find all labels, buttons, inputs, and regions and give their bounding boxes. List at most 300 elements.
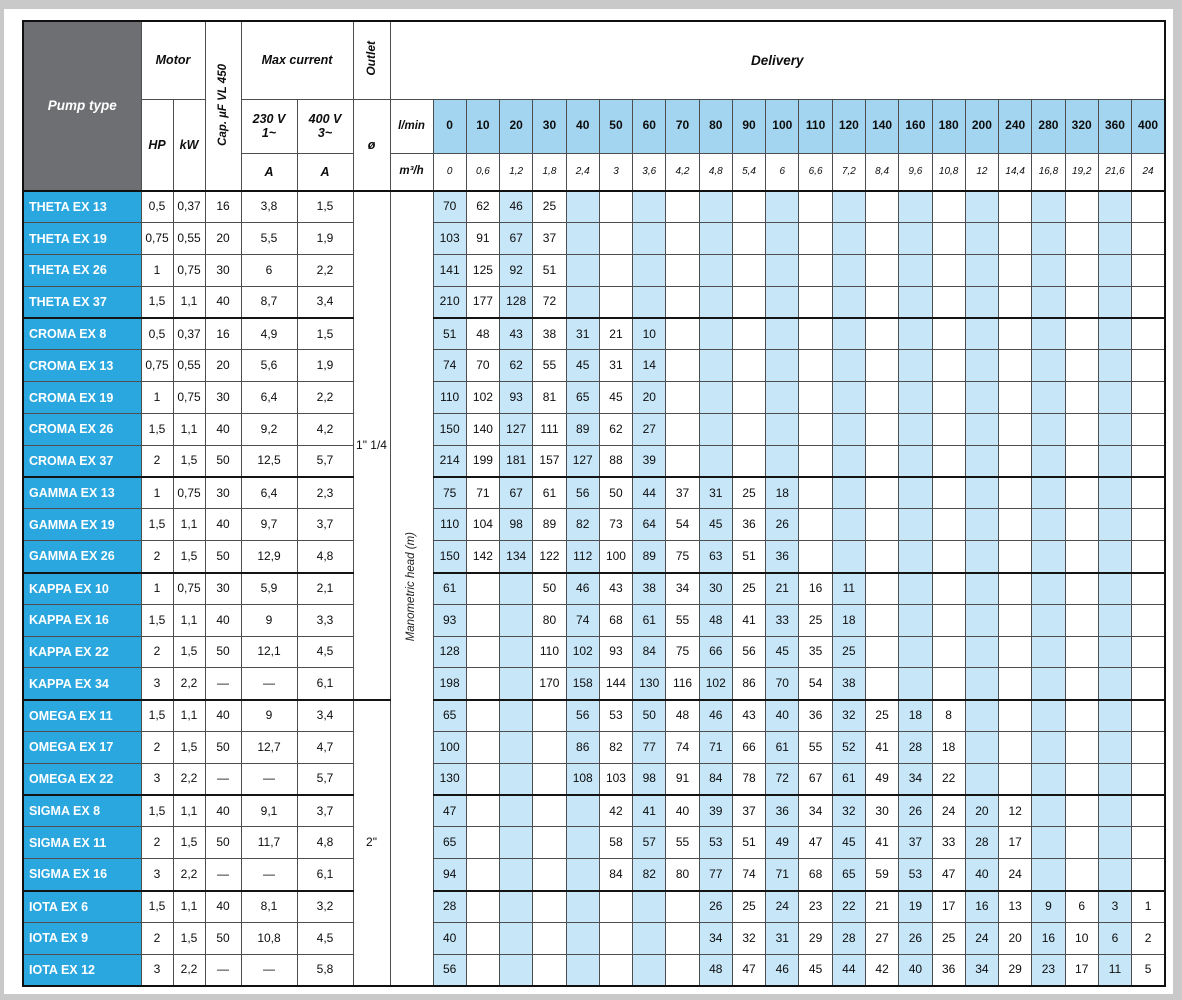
head-value-cell: 46 (500, 191, 533, 223)
head-value-cell (1132, 477, 1165, 509)
head-value-cell: 71 (466, 477, 499, 509)
delivery-m3h-4: 2,4 (566, 153, 599, 191)
head-value-cell: 110 (433, 509, 466, 541)
head-value-cell (566, 255, 599, 287)
head-value-cell: 41 (732, 604, 765, 636)
head-value-cell: 102 (699, 668, 732, 700)
delivery-m3h-16: 12 (965, 153, 998, 191)
head-value-cell (932, 573, 965, 605)
head-value-cell (932, 477, 965, 509)
head-value-cell (1098, 827, 1131, 859)
head-value-cell (1032, 286, 1065, 318)
head-value-cell: 51 (433, 318, 466, 350)
head-value-cell: 19 (899, 891, 932, 923)
head-value-cell (666, 922, 699, 954)
kw-value-cell: 0,37 (173, 318, 205, 350)
head-value-cell: 62 (466, 191, 499, 223)
head-value-cell (965, 191, 998, 223)
head-value-cell (1032, 573, 1065, 605)
head-value-cell: 71 (699, 732, 732, 764)
head-value-cell (899, 191, 932, 223)
capacitor-value-cell: — (205, 954, 241, 986)
head-value-cell: 16 (965, 891, 998, 923)
head-value-cell: 82 (633, 859, 666, 891)
head-value-cell (1132, 636, 1165, 668)
head-value-cell: 24 (766, 891, 799, 923)
head-value-cell (666, 445, 699, 477)
head-value-cell: 37 (732, 795, 765, 827)
hp-value-cell: 0,5 (141, 318, 173, 350)
head-value-cell: 45 (599, 382, 632, 414)
capacitor-value-cell: 20 (205, 223, 241, 255)
capacitor-value-cell: — (205, 763, 241, 795)
head-value-cell (1065, 191, 1098, 223)
head-value-cell: 53 (599, 700, 632, 732)
current-230v-cell: 8,7 (241, 286, 297, 318)
head-value-cell: 3 (1098, 891, 1131, 923)
hp-value-cell: 3 (141, 954, 173, 986)
head-value-cell: 50 (533, 573, 566, 605)
pump-row-theta-ex-37 (23, 286, 1165, 318)
pump-name-cell: THETA EX 37 (23, 286, 141, 318)
head-value-cell: 22 (832, 891, 865, 923)
head-value-cell (999, 223, 1032, 255)
head-value-cell (1065, 573, 1098, 605)
table-header (23, 21, 1165, 191)
capacitor-value-cell: 40 (205, 795, 241, 827)
head-value-cell (1065, 318, 1098, 350)
head-value-cell: 65 (433, 700, 466, 732)
head-value-cell: 40 (433, 922, 466, 954)
head-value-cell (1098, 668, 1131, 700)
head-value-cell (1098, 414, 1131, 446)
head-value-cell (533, 891, 566, 923)
head-value-cell (965, 414, 998, 446)
delivery-lmin-40: 40 (566, 99, 599, 153)
hp-value-cell: 2 (141, 732, 173, 764)
phase-1-label: 1~ (261, 126, 277, 140)
head-value-cell (1098, 382, 1131, 414)
current-230v-cell: — (241, 859, 297, 891)
capacitor-value-cell: 20 (205, 350, 241, 382)
delivery-lmin-160: 160 (899, 99, 932, 153)
head-value-cell (699, 382, 732, 414)
head-value-cell (1065, 414, 1098, 446)
header-row-1 (23, 21, 1165, 99)
head-value-cell (766, 350, 799, 382)
head-value-cell (566, 954, 599, 986)
head-value-cell: 46 (766, 954, 799, 986)
head-value-cell (1032, 223, 1065, 255)
current-400v-cell: 1,9 (297, 223, 353, 255)
head-value-cell: 91 (666, 763, 699, 795)
capacitor-value-cell: — (205, 668, 241, 700)
head-value-cell: 75 (666, 636, 699, 668)
pump-row-croma-ex-37 (23, 445, 1165, 477)
head-value-cell (566, 223, 599, 255)
head-value-cell: 199 (466, 445, 499, 477)
delivery-lmin-110: 110 (799, 99, 832, 153)
hp-value-cell: 0,5 (141, 191, 173, 223)
current-400v-cell: 4,2 (297, 414, 353, 446)
head-value-cell: 72 (766, 763, 799, 795)
head-value-cell (799, 191, 832, 223)
head-value-cell (1065, 827, 1098, 859)
head-value-cell (1098, 700, 1131, 732)
head-value-cell (932, 350, 965, 382)
head-value-cell: 51 (533, 255, 566, 287)
head-value-cell (1132, 286, 1165, 318)
current-400v-cell: 3,4 (297, 700, 353, 732)
pump-name-cell: SIGMA EX 16 (23, 859, 141, 891)
head-value-cell (799, 541, 832, 573)
head-value-cell: 20 (965, 795, 998, 827)
head-value-cell: 62 (599, 414, 632, 446)
head-value-cell (865, 350, 898, 382)
head-value-cell: 66 (732, 732, 765, 764)
head-value-cell: 77 (699, 859, 732, 891)
head-value-cell (1032, 827, 1065, 859)
hp-value-cell: 3 (141, 859, 173, 891)
pump-name-cell: GAMMA EX 26 (23, 541, 141, 573)
head-value-cell (1032, 732, 1065, 764)
head-value-cell: 102 (566, 636, 599, 668)
head-value-cell (466, 827, 499, 859)
head-value-cell (999, 509, 1032, 541)
head-value-cell: 128 (433, 636, 466, 668)
pump-name-cell: IOTA EX 12 (23, 954, 141, 986)
head-value-cell (965, 636, 998, 668)
head-value-cell (1132, 191, 1165, 223)
head-value-cell (566, 827, 599, 859)
head-value-cell (999, 541, 1032, 573)
hp-value-cell: 2 (141, 445, 173, 477)
head-value-cell (799, 477, 832, 509)
head-value-cell (1098, 286, 1131, 318)
capacitor-value-cell: 40 (205, 414, 241, 446)
outlet-header-text: Outlet (363, 41, 378, 77)
delivery-lmin-140: 140 (865, 99, 898, 153)
kw-value-cell: 1,5 (173, 636, 205, 668)
head-value-cell (699, 445, 732, 477)
head-value-cell: 150 (433, 541, 466, 573)
head-value-cell (799, 350, 832, 382)
head-value-cell (466, 922, 499, 954)
head-value-cell: 94 (433, 859, 466, 891)
head-value-cell (633, 954, 666, 986)
head-value-cell (999, 350, 1032, 382)
kw-value-cell: 2,2 (173, 859, 205, 891)
head-value-cell (832, 286, 865, 318)
kw-value-cell: 0,75 (173, 477, 205, 509)
head-value-cell (999, 477, 1032, 509)
delivery-m3h-19: 19,2 (1065, 153, 1098, 191)
pump-name-cell: THETA EX 13 (23, 191, 141, 223)
current-230v-cell: 12,9 (241, 541, 297, 573)
head-value-cell (999, 573, 1032, 605)
pump-row-theta-ex-13 (23, 191, 1165, 223)
current-230v-cell: 9 (241, 604, 297, 636)
kw-value-cell: 2,2 (173, 668, 205, 700)
pump-name-cell: GAMMA EX 19 (23, 509, 141, 541)
diameter-header: ø (353, 99, 390, 191)
kw-value-cell: 1,5 (173, 541, 205, 573)
head-value-cell: 170 (533, 668, 566, 700)
head-value-cell: 17 (1065, 954, 1098, 986)
head-value-cell (666, 318, 699, 350)
delivery-m3h-14: 9,6 (899, 153, 932, 191)
pump-name-cell: CROMA EX 26 (23, 414, 141, 446)
delivery-lmin-20: 20 (500, 99, 533, 153)
head-value-cell: 125 (466, 255, 499, 287)
head-value-cell: 37 (666, 477, 699, 509)
delivery-m3h-0: 0 (433, 153, 466, 191)
head-value-cell (1098, 795, 1131, 827)
head-value-cell (1065, 255, 1098, 287)
head-value-cell (999, 382, 1032, 414)
outlet-header (353, 21, 390, 99)
head-value-cell: 130 (633, 668, 666, 700)
head-value-cell (1132, 382, 1165, 414)
current-400v-cell: 3,4 (297, 286, 353, 318)
head-value-cell: 177 (466, 286, 499, 318)
kw-value-cell: 1,1 (173, 604, 205, 636)
capacitor-value-cell: 16 (205, 191, 241, 223)
head-value-cell: 53 (699, 827, 732, 859)
pump-row-kappa-ex-34 (23, 668, 1165, 700)
head-value-cell: 93 (500, 382, 533, 414)
delivery-lmin-320: 320 (1065, 99, 1098, 153)
head-value-cell: 198 (433, 668, 466, 700)
head-value-cell: 84 (699, 763, 732, 795)
head-value-cell: 24 (932, 795, 965, 827)
current-230v-cell: 5,6 (241, 350, 297, 382)
head-value-cell (466, 763, 499, 795)
head-value-cell (466, 636, 499, 668)
kw-value-cell: 1,1 (173, 700, 205, 732)
head-value-cell: 140 (466, 414, 499, 446)
head-value-cell (533, 859, 566, 891)
head-value-cell (1132, 859, 1165, 891)
head-value-cell: 33 (766, 604, 799, 636)
outlet-size-cell: 1" 1/4 (353, 191, 390, 700)
delivery-header: Delivery (390, 21, 1165, 99)
current-230v-cell: 6,4 (241, 477, 297, 509)
pump-name-cell: KAPPA EX 10 (23, 573, 141, 605)
head-value-cell (1132, 350, 1165, 382)
head-value-cell: 18 (899, 700, 932, 732)
head-value-cell: 6 (1065, 891, 1098, 923)
head-value-cell (832, 509, 865, 541)
head-value-cell (965, 509, 998, 541)
head-value-cell (766, 382, 799, 414)
head-value-cell: 88 (599, 445, 632, 477)
head-value-cell (965, 573, 998, 605)
head-value-cell (766, 414, 799, 446)
head-value-cell (1132, 318, 1165, 350)
delivery-lmin-30: 30 (533, 99, 566, 153)
head-value-cell (1065, 382, 1098, 414)
head-value-cell: 24 (999, 859, 1032, 891)
head-value-cell: 17 (999, 827, 1032, 859)
head-value-cell (500, 732, 533, 764)
head-value-cell (1132, 223, 1165, 255)
hp-value-cell: 1,5 (141, 795, 173, 827)
head-value-cell: 34 (799, 795, 832, 827)
head-value-cell: 38 (832, 668, 865, 700)
head-value-cell (633, 191, 666, 223)
head-value-cell (1065, 541, 1098, 573)
head-value-cell (1032, 700, 1065, 732)
head-value-cell: 48 (699, 954, 732, 986)
head-value-cell (732, 414, 765, 446)
head-value-cell: 46 (699, 700, 732, 732)
pump-row-sigma-ex-11 (23, 827, 1165, 859)
head-value-cell: 13 (999, 891, 1032, 923)
head-value-cell (1032, 636, 1065, 668)
head-value-cell (932, 414, 965, 446)
head-value-cell: 144 (599, 668, 632, 700)
voltage-400-label: 400 V (308, 112, 342, 126)
pump-name-cell: THETA EX 19 (23, 223, 141, 255)
current-230v-cell: 5,5 (241, 223, 297, 255)
head-value-cell (666, 255, 699, 287)
delivery-m3h-18: 16,8 (1032, 153, 1065, 191)
head-value-cell: 34 (666, 573, 699, 605)
delivery-m3h-15: 10,8 (932, 153, 965, 191)
head-value-cell: 25 (732, 477, 765, 509)
capacitor-value-cell: 50 (205, 541, 241, 573)
current-400v-cell: 3,2 (297, 891, 353, 923)
head-value-cell (699, 350, 732, 382)
head-value-cell: 10 (633, 318, 666, 350)
head-value-cell (1098, 318, 1131, 350)
kw-value-cell: 0,55 (173, 223, 205, 255)
head-value-cell (566, 795, 599, 827)
capacitor-header-text: Cap. µF VL 450 (216, 63, 229, 146)
head-value-cell (832, 350, 865, 382)
current-230v-cell: — (241, 763, 297, 795)
head-value-cell: 157 (533, 445, 566, 477)
head-value-cell: 14 (633, 350, 666, 382)
kw-value-cell: 0,55 (173, 350, 205, 382)
head-value-cell (932, 541, 965, 573)
capacitor-value-cell: 50 (205, 636, 241, 668)
head-value-cell: 130 (433, 763, 466, 795)
head-value-cell (633, 891, 666, 923)
kw-value-cell: 1,1 (173, 286, 205, 318)
head-value-cell (1098, 732, 1131, 764)
head-value-cell (500, 859, 533, 891)
head-value-cell: 26 (699, 891, 732, 923)
head-value-cell (533, 700, 566, 732)
head-value-cell (999, 763, 1032, 795)
outlet-size-cell: 2" (353, 700, 390, 986)
head-value-cell: 17 (932, 891, 965, 923)
head-value-cell: 70 (433, 191, 466, 223)
delivery-lmin-180: 180 (932, 99, 965, 153)
head-value-cell: 56 (566, 477, 599, 509)
capacitor-value-cell: 30 (205, 477, 241, 509)
hp-value-cell: 1,5 (141, 700, 173, 732)
pump-name-cell: KAPPA EX 16 (23, 604, 141, 636)
delivery-m3h-17: 14,4 (999, 153, 1032, 191)
head-value-cell: 41 (865, 827, 898, 859)
delivery-lmin-0: 0 (433, 99, 466, 153)
head-value-cell (899, 636, 932, 668)
current-230v-cell: 6 (241, 255, 297, 287)
head-value-cell: 78 (732, 763, 765, 795)
kw-value-cell: 0,75 (173, 382, 205, 414)
head-value-cell (766, 255, 799, 287)
head-value-cell: 128 (500, 286, 533, 318)
head-value-cell: 53 (899, 859, 932, 891)
head-value-cell: 158 (566, 668, 599, 700)
head-value-cell: 5 (1132, 954, 1165, 986)
pump-name-cell: OMEGA EX 17 (23, 732, 141, 764)
current-230v-cell: 10,8 (241, 922, 297, 954)
current-230v-cell: 9,1 (241, 795, 297, 827)
head-value-cell: 40 (899, 954, 932, 986)
delivery-lmin-90: 90 (732, 99, 765, 153)
head-value-cell (899, 541, 932, 573)
current-400v-cell: 2,2 (297, 255, 353, 287)
head-value-cell: 34 (699, 922, 732, 954)
head-value-cell (1098, 223, 1131, 255)
head-value-cell (732, 318, 765, 350)
head-value-cell (865, 286, 898, 318)
head-value-cell: 111 (533, 414, 566, 446)
head-value-cell (1132, 445, 1165, 477)
head-value-cell: 80 (533, 604, 566, 636)
head-value-cell: 28 (965, 827, 998, 859)
head-value-cell (1065, 477, 1098, 509)
head-value-cell (500, 922, 533, 954)
manometric-head-label: Manometric head (m) (405, 532, 418, 642)
head-value-cell: 134 (500, 541, 533, 573)
head-value-cell (965, 732, 998, 764)
head-value-cell (1065, 732, 1098, 764)
head-value-cell (865, 382, 898, 414)
head-value-cell (666, 954, 699, 986)
head-value-cell (599, 922, 632, 954)
head-value-cell (1065, 509, 1098, 541)
head-value-cell: 32 (832, 700, 865, 732)
head-value-cell (1032, 763, 1065, 795)
voltage-230-header (241, 99, 297, 153)
kw-value-cell: 2,2 (173, 954, 205, 986)
pump-name-cell: CROMA EX 37 (23, 445, 141, 477)
capacitor-value-cell: 16 (205, 318, 241, 350)
head-value-cell (1132, 700, 1165, 732)
head-value-cell (732, 255, 765, 287)
head-value-cell: 82 (566, 509, 599, 541)
pump-name-cell: IOTA EX 6 (23, 891, 141, 923)
head-value-cell (1065, 286, 1098, 318)
hp-value-cell: 1,5 (141, 604, 173, 636)
head-value-cell (1065, 700, 1098, 732)
pump-row-gamma-ex-13 (23, 477, 1165, 509)
head-value-cell: 21 (599, 318, 632, 350)
head-value-cell (1032, 604, 1065, 636)
head-value-cell (533, 922, 566, 954)
head-value-cell (1032, 191, 1065, 223)
pump-row-omega-ex-11 (23, 700, 1165, 732)
head-value-cell: 89 (533, 509, 566, 541)
current-230v-cell: 11,7 (241, 827, 297, 859)
kw-value-cell: 0,75 (173, 573, 205, 605)
capacitor-value-cell: 30 (205, 255, 241, 287)
